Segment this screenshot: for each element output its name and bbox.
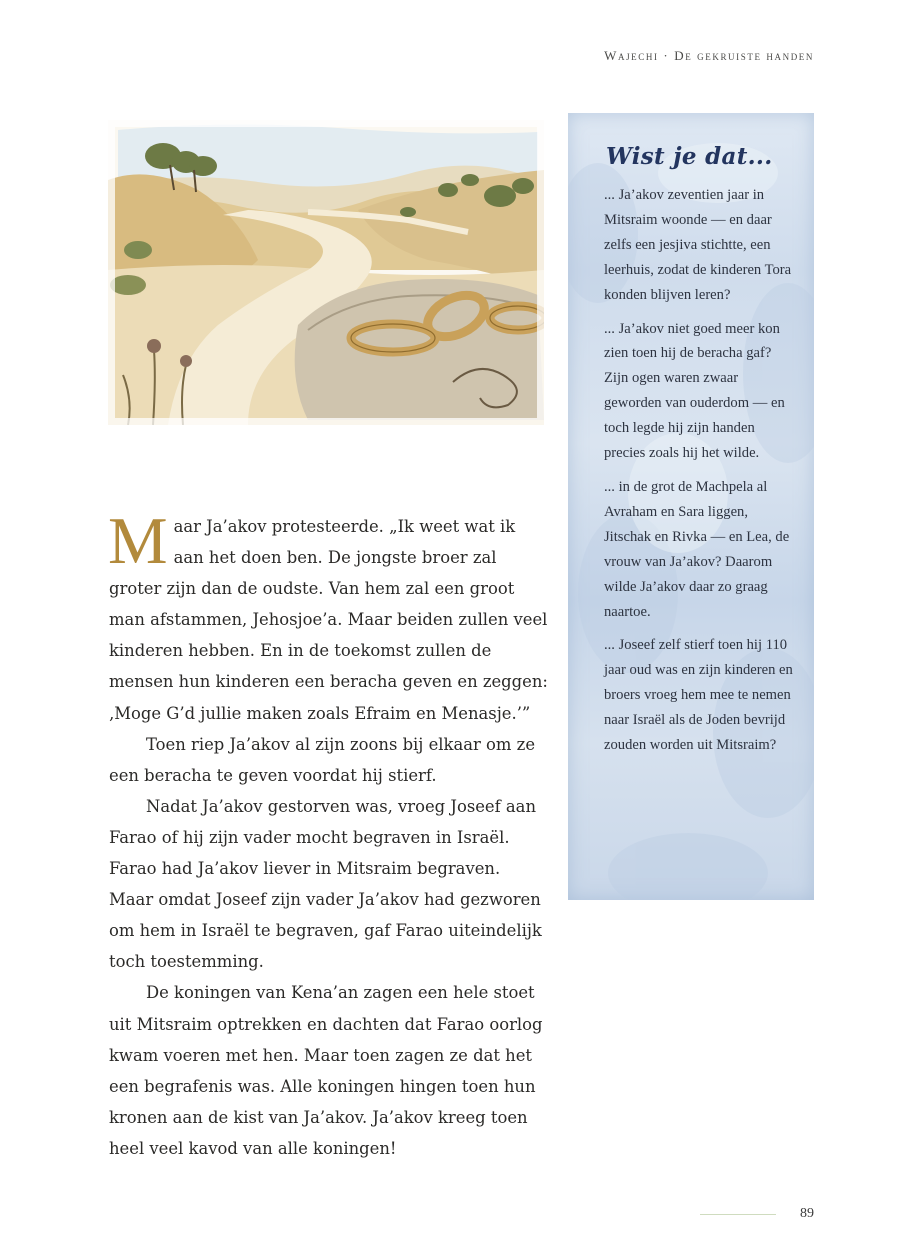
sidebar-title: Wist je dat...	[606, 143, 773, 170]
fact-item: ... Joseef zelf stierf toen hij 110 jaar oud was en zijn kinderen en broers vroeg hem mee te nemen naar Israël als de Joden bevrijd zouden worden uit Mitsraim?	[604, 637, 793, 754]
story-paragraph: Toen riep Ja’akov al zijn zoons bij elkaar om ze een beracha te geven voordat hij stierf.	[109, 734, 536, 785]
story-paragraph-text: aar Ja’akov protesteerde. „Ik weet wat ik aan het doen ben. De jongste broer zal groter zijn dan de oudste. Van hem zal een groot man afstammen, Jehosjoe’a. Maar beiden zullen veel kinderen hebben. En in de toekomst zullen de mensen hun kinderen een beracha geven en zeggen: ‚Moge G’d jullie maken zoals Efraim en Menasje.’”	[109, 517, 548, 723]
landscape-illustration	[108, 120, 544, 425]
story-paragraph: Nadat Ja’akov gestorven was, vroeg Joseef aan Farao of hij zijn vader mocht begraven in Israël. Farao had Ja’akov liever in Mitsraim begraven. Maar omdat Joseef zijn vader Ja’akov had gezworen om hem in Israël te begraven, gaf Farao uiteindelijk toch toestemming.	[109, 796, 542, 972]
did-you-know-sidebar	[568, 113, 814, 900]
story-paragraph: De koningen van Kena’an zagen een hele stoet uit Mitsraim optrekken en dachten dat Farao oorlog kwam voeren met hen. Maar toen zagen ze dat het een begrafenis was. Alle koningen hingen toen hun kronen aan de kist van Ja’akov. Ja’akov kreeg toen heel veel kavod van alle koningen!	[109, 983, 543, 1158]
fact-item: ... Ja’akov zeventien jaar in Mitsraim woonde — en daar zelfs een jesjiva stichtte, een leerhuis, zodat de kinderen Tora konden blijven leren?	[604, 187, 792, 303]
story-text	[108, 504, 549, 1164]
running-header: Wajechi · De gekruiste handen	[604, 48, 814, 63]
fact-item: ... Ja’akov niet goed meer kon zien toen hij de beracha gaf? Zijn ogen waren zwaar geworden van ouderdom — en toch legde hij zijn handen precies zoals hij het wilde.	[604, 320, 785, 462]
page-number: 89	[800, 1206, 814, 1221]
footer-rule	[700, 1214, 776, 1215]
fact-item: ... in de grot de Machpela al Avraham en Sara liggen, Jitschak en Rivka — en Lea, de vrouw van Ja’akov? Daarom wilde Ja’akov daar zo graag naartoe.	[604, 478, 790, 620]
sidebar-list	[604, 183, 794, 767]
drop-cap: M	[108, 504, 168, 578]
story-paragraph	[108, 504, 549, 729]
